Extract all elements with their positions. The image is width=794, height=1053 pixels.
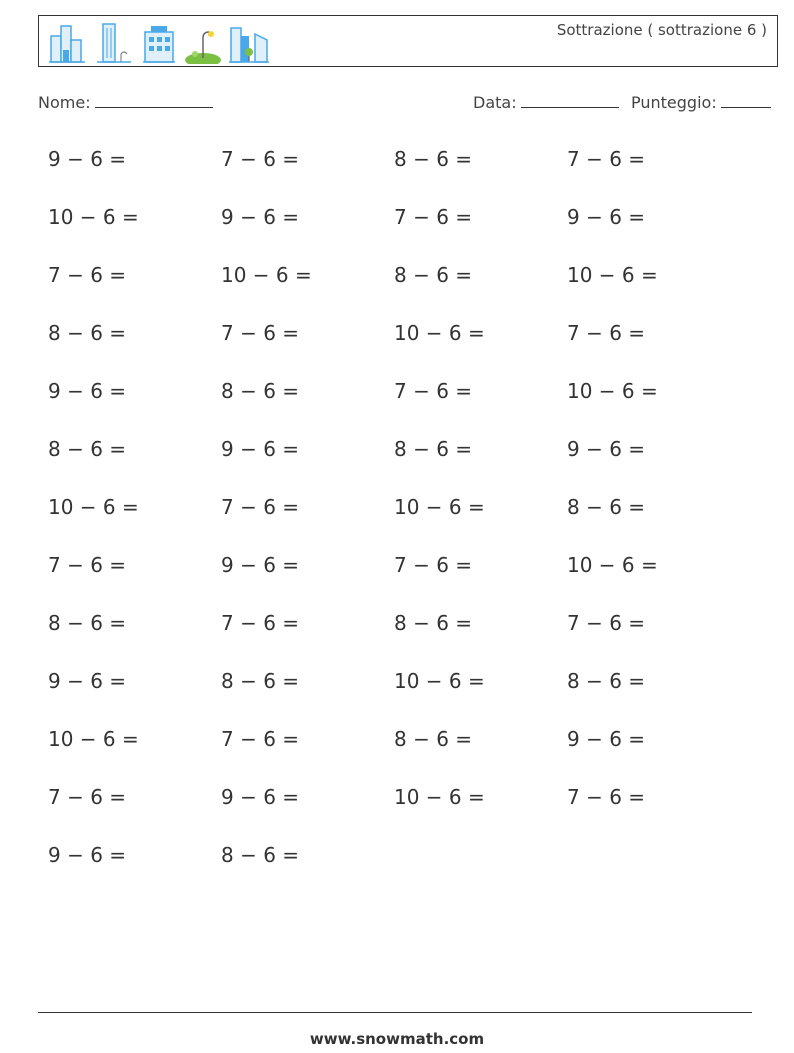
date-blank-line[interactable] <box>521 93 619 108</box>
footer-website: www.snowmath.com <box>309 1030 485 1048</box>
problem-item: 7 − 6 = <box>48 785 127 809</box>
problem-item: 8 − 6 = <box>48 611 127 635</box>
problem-item: 10 − 6 = <box>48 205 139 229</box>
problem-item: 10 − 6 = <box>394 495 485 519</box>
problem-item: 7 − 6 = <box>567 321 646 345</box>
problem-item: 10 − 6 = <box>394 785 485 809</box>
problem-item: 7 − 6 = <box>221 495 300 519</box>
problem-item: 9 − 6 = <box>221 785 300 809</box>
problem-item: 9 − 6 = <box>48 669 127 693</box>
problem-item: 10 − 6 = <box>567 263 658 287</box>
problem-item: 8 − 6 = <box>394 611 473 635</box>
problem-item: 9 − 6 = <box>221 553 300 577</box>
problem-item: 8 − 6 = <box>221 843 300 867</box>
problem-item: 7 − 6 = <box>394 379 473 403</box>
worksheet-header <box>38 15 778 67</box>
date-field[interactable] <box>473 93 619 112</box>
problem-item: 7 − 6 = <box>567 611 646 635</box>
footer-divider <box>38 1012 752 1013</box>
problem-item: 9 − 6 = <box>48 379 127 403</box>
problem-item: 8 − 6 = <box>394 263 473 287</box>
score-field[interactable] <box>631 93 771 112</box>
problem-item: 7 − 6 = <box>221 727 300 751</box>
problem-item: 7 − 6 = <box>48 553 127 577</box>
skyscrapers-tree-icon <box>229 22 269 64</box>
problem-item: 10 − 6 = <box>48 727 139 751</box>
problem-item: 9 − 6 = <box>221 437 300 461</box>
problem-item: 8 − 6 = <box>221 379 300 403</box>
score-blank-line[interactable] <box>721 93 771 108</box>
problem-item: 8 − 6 = <box>394 437 473 461</box>
problem-item: 7 − 6 = <box>567 785 646 809</box>
problem-item: 10 − 6 = <box>567 553 658 577</box>
problem-item: 8 − 6 = <box>394 147 473 171</box>
problem-item: 9 − 6 = <box>567 205 646 229</box>
problem-item: 10 − 6 = <box>221 263 312 287</box>
problem-item: 10 − 6 = <box>48 495 139 519</box>
problem-item: 8 − 6 = <box>394 727 473 751</box>
problem-item: 8 − 6 = <box>567 495 646 519</box>
problem-item: 8 − 6 = <box>567 669 646 693</box>
city-buildings-icon <box>47 22 87 64</box>
problem-item: 7 − 6 = <box>567 147 646 171</box>
problem-item: 8 − 6 = <box>48 437 127 461</box>
problem-item: 8 − 6 = <box>48 321 127 345</box>
problem-item: 9 − 6 = <box>221 205 300 229</box>
problem-item: 7 − 6 = <box>221 611 300 635</box>
problem-item: 7 − 6 = <box>48 263 127 287</box>
date-label: Data: <box>473 93 517 112</box>
problem-item: 10 − 6 = <box>567 379 658 403</box>
problem-item: 7 − 6 = <box>221 147 300 171</box>
apartment-building-icon <box>141 22 177 64</box>
problem-item: 9 − 6 = <box>48 843 127 867</box>
name-label: Nome: <box>38 93 91 112</box>
problem-item: 7 − 6 = <box>221 321 300 345</box>
name-blank-line[interactable] <box>95 93 213 108</box>
problem-item: 7 − 6 = <box>394 553 473 577</box>
worksheet-title: Sottrazione ( sottrazione 6 ) <box>556 21 767 39</box>
problem-item: 9 − 6 = <box>567 437 646 461</box>
park-lamp-icon <box>183 22 223 64</box>
problem-item: 8 − 6 = <box>221 669 300 693</box>
problem-item: 9 − 6 = <box>48 147 127 171</box>
tower-building-icon <box>95 22 133 64</box>
problem-item: 9 − 6 = <box>567 727 646 751</box>
score-label: Punteggio: <box>631 93 717 112</box>
problem-item: 10 − 6 = <box>394 321 485 345</box>
name-field[interactable] <box>38 93 213 112</box>
problem-item: 7 − 6 = <box>394 205 473 229</box>
problem-item: 10 − 6 = <box>394 669 485 693</box>
